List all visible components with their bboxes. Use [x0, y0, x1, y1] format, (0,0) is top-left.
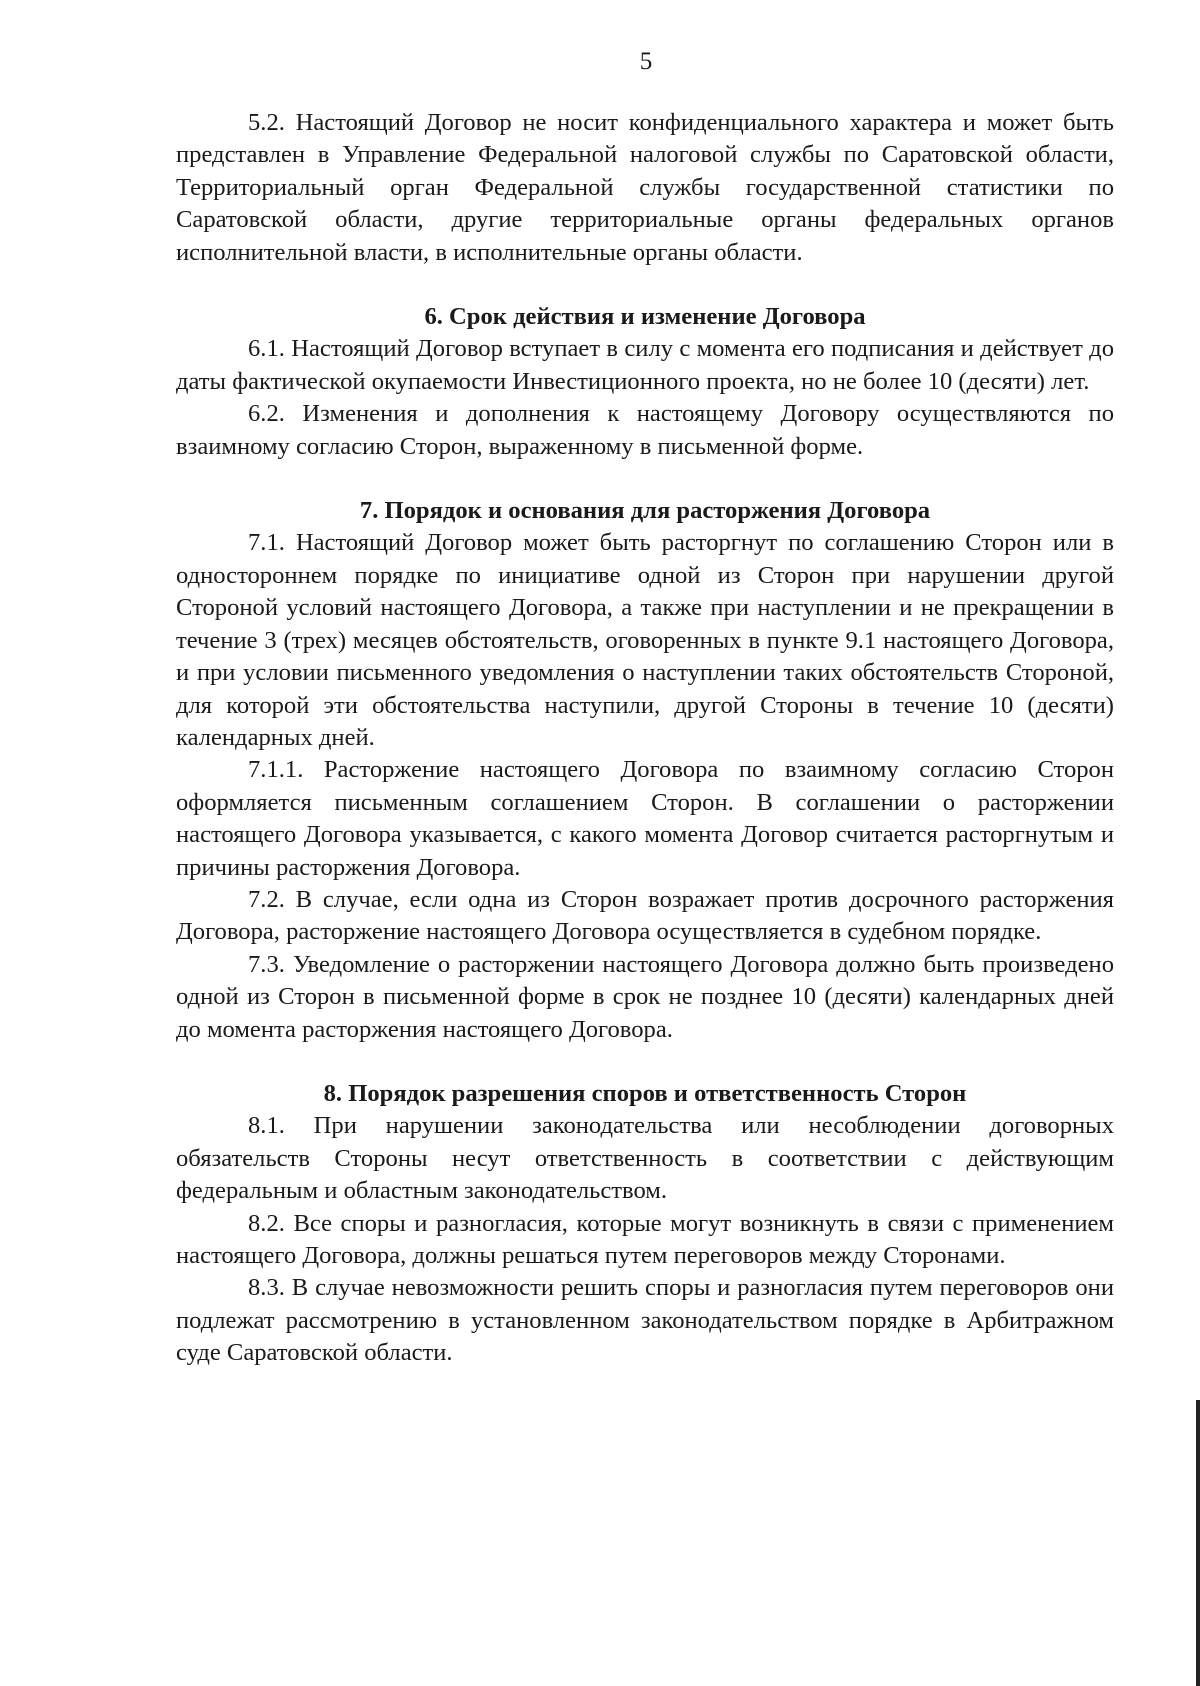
- section-spacer: [176, 269, 1114, 301]
- page-number: 5: [639, 48, 653, 75]
- paragraph-6-1: 6.1. Настоящий Договор вступает в силу с момента его подписания и действует до даты фактической окупаемости Инвестиционного проекта, но не более 10 (десяти) лет.: [176, 335, 1114, 395]
- paragraph-5-2: 5.2. Настоящий Договор не носит конфиденциального характера и может быть представлен в Управление Федеральной налоговой службы по Саратовской области, Территориальный орган Федеральной службы государственной статистики по Саратовской области, другие территориальные органы федеральных органов исполнительной власти, в исполнительные органы области.: [176, 109, 1114, 266]
- section-7: [176, 495, 1114, 1046]
- paragraph-8-2: 8.2. Все споры и разногласия, которые могут возникнуть в связи с применением настоящего Договора, должны решаться путем переговоров между Сторонами.: [176, 1209, 1114, 1269]
- paragraph-7-3: 7.3. Уведомление о расторжении настоящего Договора должно быть произведено одной из Сторон в письменной форме в срок не позднее 10 (десяти) календарных дней до момента расторжения настоящего Договора.: [176, 950, 1114, 1043]
- paragraph-7-2: 7.2. В случае, если одна из Сторон возражает против досрочного расторжения Договора, расторжение настоящего Договора осуществляется в судебном порядке.: [176, 885, 1114, 946]
- section-8-heading: 8. Порядок разрешения споров и ответственность Сторон: [323, 1079, 967, 1107]
- section-spacer: [176, 463, 1114, 495]
- document-body: [176, 107, 1114, 1370]
- section-7-heading: 7. Порядок и основания для расторжения Договора: [359, 497, 931, 525]
- section-8: [176, 1078, 1114, 1370]
- paragraph-8-1: 8.1. При нарушении законодательства или несоблюдении договорных обязательств Стороны несут ответственность в соответствии с действующим федеральным и областным законодательством.: [176, 1112, 1114, 1205]
- section-6: [176, 301, 1114, 463]
- section-spacer: [176, 1046, 1114, 1078]
- paragraph-7-1: 7.1. Настоящий Договор может быть расторгнут по соглашению Сторон или в одностороннем порядке по инициативе одной из Сторон при нарушении другой Стороной условий настоящего Договора, а также при наступлении и не прекращении в течение 3 (трех) месяцев обстоятельств, оговоренных в пункте 9.1 настоящего Договора, и при условии письменного уведомления о наступлении таких обстоятельств Стороной, для которой эти обстоятельства наступили, другой Стороны в течение 10 (десяти) календарных дней.: [176, 529, 1114, 751]
- section-5: [176, 107, 1114, 269]
- paragraph-7-1-1: 7.1.1. Расторжение настоящего Договора по взаимному согласию Сторон оформляется письменным соглашением Сторон. В соглашении о расторжении настоящего Договора указывается, с какого момента Договор считается расторгнутым и причины расторжения Договора.: [176, 756, 1114, 881]
- paragraph-8-3: 8.3. В случае невозможности решить споры и разногласия путем переговоров они подлежат рассмотрению в установленном законодательством порядке в Арбитражном суде Саратовской области.: [176, 1274, 1114, 1367]
- section-6-heading: 6. Срок действия и изменение Договора: [424, 303, 866, 331]
- paragraph-6-2: 6.2. Изменения и дополнения к настоящему Договору осуществляются по взаимному согласию Сторон, выраженному в письменной форме.: [176, 400, 1114, 460]
- scan-edge-mark: [1196, 1400, 1200, 1686]
